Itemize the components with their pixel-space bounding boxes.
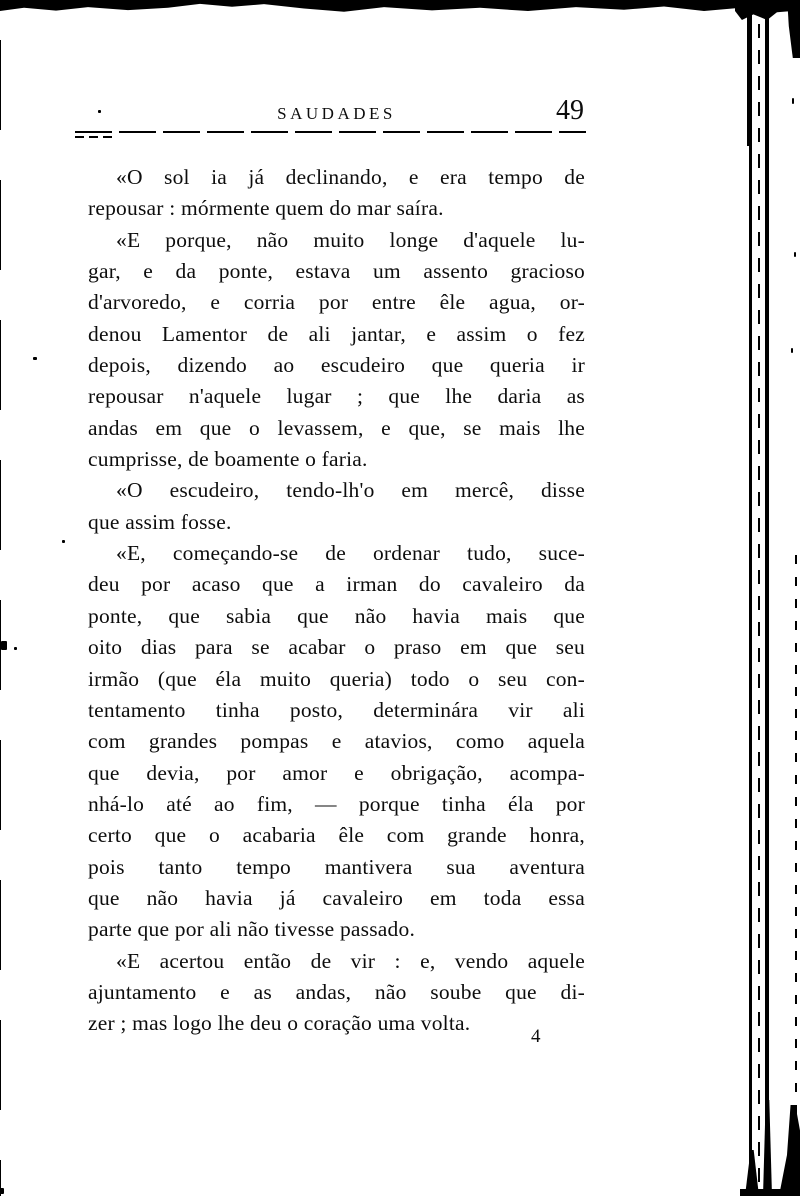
scan-speck [1, 641, 7, 650]
scan-artifact-gutter-line-1 [749, 6, 752, 1196]
text-line: pois tanto tempo mantivera sua aventura [88, 854, 585, 879]
scan-speck [62, 540, 65, 543]
text-line: ponte, que sabia que não havia mais que [88, 603, 585, 628]
text-line: andas em que o levassem, e que, se mais lhe [88, 415, 585, 440]
text-line: oito dias para se acabar o praso em que seu [88, 635, 585, 660]
scan-speck [0, 1188, 4, 1194]
text-block [88, 162, 585, 1040]
scan-speck [14, 647, 17, 650]
text-line: d'arvoredo, e corria por entre êle agua, or- [88, 290, 585, 315]
text-line: ajuntamento e as andas, não soube que di- [88, 979, 585, 1004]
text-line: gar, e da ponte, estava um assento gracioso [88, 259, 585, 284]
text-line: cumprisse, de boamente o faria. [88, 447, 368, 472]
scan-artifact-gutter-line-2 [758, 24, 760, 1196]
page-number: 49 [556, 95, 584, 126]
text-line: com grandes pompas e atavios, como aquela [88, 729, 585, 754]
text-line: «E, começando-se de ordenar tudo, suce- [116, 541, 585, 566]
text-line: deu por acaso que a irman do cavaleiro da [88, 572, 585, 597]
text-line: que devia, por amor e obrigação, acompa- [88, 760, 585, 785]
scan-artifact-bottom-strip [740, 1189, 800, 1196]
scan-artifact-bottom-right-wedge [779, 1105, 800, 1196]
text-line: zer ; mas logo lhe deu o coração uma volta. [88, 1011, 471, 1036]
text-line: «O escudeiro, tendo-lh'o em mercê, disse [116, 478, 585, 503]
text-line: repousar n'aquele lugar ; que lhe daria as [88, 384, 585, 409]
text-line: denou Lamentor de ali jantar, e assim o fez [88, 321, 585, 346]
scan-artifact-left-hairline [0, 40, 1, 1196]
header-rule-fragment [75, 136, 117, 138]
running-title: SAUDADES [277, 104, 396, 123]
scan-artifact-edge-dashed-line [795, 555, 797, 1196]
text-line: certo que o acabaria êle com grande honra, [88, 823, 585, 848]
text-line: depois, dizendo ao escudeiro que queria ir [88, 353, 585, 378]
scan-artifact-top-bar [0, 0, 800, 13]
text-line: irmão (que éla muito queria) todo o seu con- [88, 666, 585, 691]
text-line: nhá-lo até ao fim, — porque tinha éla por [88, 791, 585, 816]
text-line: que assim fosse. [88, 509, 232, 534]
scan-artifact-top-right-blob [735, 0, 781, 20]
header-rule [75, 131, 586, 133]
text-line: «E porque, não muito longe d'aquele lu- [116, 227, 585, 252]
text-line: «O sol ia já declinando, e era tempo de [116, 165, 585, 189]
scan-speck [792, 98, 794, 104]
signature-mark: 4 [531, 1026, 541, 1047]
text-line: parte que por ali não tivesse passado. [88, 917, 416, 942]
scan-speck [33, 357, 37, 360]
scan-speck [791, 348, 793, 353]
scan-artifact-gutter-line-3 [765, 4, 769, 1196]
scan-speck [794, 252, 796, 257]
text-line: que não havia já cavaleiro em toda essa [88, 885, 585, 910]
scan-artifact-gutter-line-1-top [747, 6, 752, 146]
text-line: «E acertou então de vir : e, vendo aquele [116, 948, 585, 973]
text-line: tentamento tinha posto, determinára vir ali [88, 697, 585, 722]
text-line: repousar : mórmente quem do mar saíra. [88, 196, 444, 221]
